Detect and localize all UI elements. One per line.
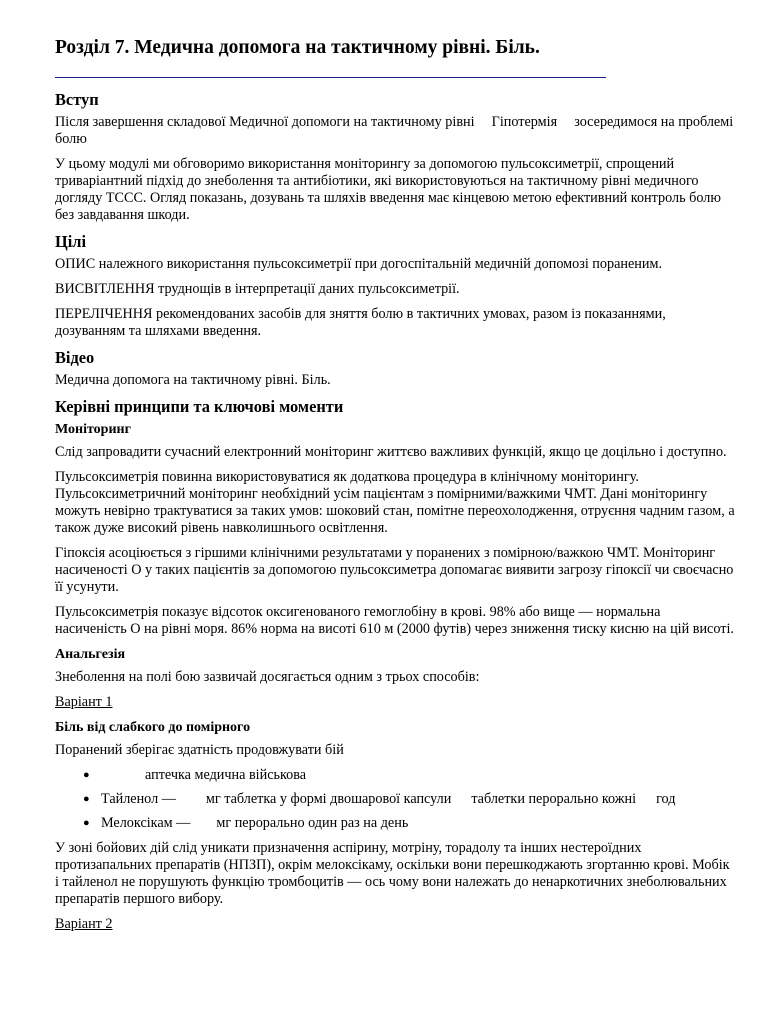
goal-item: ОПИС належного використання пульсоксиметрії при догоспітальній медичній допомозі пораненим. [55,256,662,272]
list-item-text: таблетки перорально кожні [471,791,637,807]
video-heading: Відео [55,348,95,367]
analgesia-paragraph-1: Знеболення на полі бою зазвичай досягається одним з трьох способів: [55,669,480,685]
list-item [55,767,735,784]
intro-p1-part-c: зосередимося на проблемі болю [55,114,734,147]
monitoring-paragraph-4: Пульсоксиметрія показує відсоток оксигенованого гемоглобіну в крові. 98% або вище — нормальна насиченість О на рівні моря. 86% норма на висоті 610 м (2000 футів) через зниження тиску кисню на цій висоті. [55,604,734,637]
title-divider [55,77,606,78]
analgesia-paragraph-2: У зоні бойових дій слід уникати призначення аспірину, мотріну, торадолу та інших нестероїдних протизапальних препаратів (НПЗП), окрім мелоксікаму, оскільки вони перешкоджають згортанню крові. Мобік і тайленол не порушують функцію тромбоцитів — ось чому вони належать до ненаркотичних знеболювальних препаратів першого вибору. [55,840,730,907]
goal-item: ВИСВІТЛЕННЯ труднощів в інтерпретації даних пульсоксиметрії. [55,281,460,297]
list-item-text: аптечка медична військова [145,767,307,783]
intro-p1-part-b: Гіпотермія [491,114,558,130]
list-item-text: Тайленол — [101,791,176,807]
option-2-link[interactable]: Варіант 2 [55,916,113,932]
bullet-icon: ● [83,769,90,781]
option-1-link[interactable]: Варіант 1 [55,694,113,710]
list-item [55,815,735,832]
page-title: Розділ 7. Медична допомога на тактичному рівні. Біль. [55,37,540,58]
goal-item: ПЕРЕЛІЧЕННЯ рекомендованих засобів для зняття болю в тактичних умовах, разом із показаннями, дозуванням та шляхами введення. [55,306,666,339]
option-1-heading: Біль від слабкого до помірного [55,720,251,735]
monitoring-paragraph-3: Гіпоксія асоціюється з гіршими клінічними результатами у поранених з помірною/важкою ЧМТ. Моніторинг насиченості О у таких пацієнтів за допомогою пульсоксиметра допомагає виявити загрозу гіпоксії чи своєчасно її усунути. [55,545,734,595]
intro-p1-part-a: Після завершення складової Медичної допомоги на тактичному рівні [55,114,475,130]
intro-paragraph-2: У цьому модулі ми обговоримо використання моніторингу за допомогою пульсоксиметрії, спрощений триваріантний підхід до знеболення та антибіотики, які використовуються на тактичному рівні медичного догляду ТССС. Огляд показань, дозувань та шляхів введення має кінцевою метою ефективний контроль болю без завдавання шкоди. [55,156,721,223]
intro-heading: Вступ [55,90,99,109]
bullet-icon: ● [83,817,90,829]
document-body [55,88,735,941]
list-item-text: Мелоксікам — [101,815,191,831]
video-link-text[interactable]: Медична допомога на тактичному рівні. Біль. [55,372,331,388]
analgesia-heading: Анальгезія [55,647,126,662]
list-item-text: мг перорально один раз на день [216,815,409,831]
monitoring-paragraph-2: Пульсоксиметрія повинна використовуватися як додаткова процедура в клінічному моніторингу. Пульсоксиметричний моніторинг необхідний усім пацієнтам з помірними/важкими ЧМТ. Дані моніторингу можуть невірно трактуватися за таких умов: шоковий стан, помітне переохолодження, отруєння чадним газом, а також дуже високий рівень навколишнього освітлення. [55,469,735,536]
list-item-text: мг таблетка у формі двошарової капсули [205,791,452,807]
option-1-text: Поранений зберігає здатність продовжувати бій [55,742,344,758]
monitoring-paragraph-1: Слід запровадити сучасний електронний моніторинг життєво важливих функцій, якщо це доцільно і доступно. [55,444,727,460]
medication-list [55,767,735,832]
goals-heading: Цілі [55,232,87,251]
bullet-icon: ● [83,793,90,805]
intro-paragraph-1 [55,114,735,148]
list-item-text: год [656,791,676,807]
monitoring-heading: Моніторинг [55,422,131,437]
guidelines-heading: Керівні принципи та ключові моменти [55,397,344,416]
list-item [55,791,735,808]
